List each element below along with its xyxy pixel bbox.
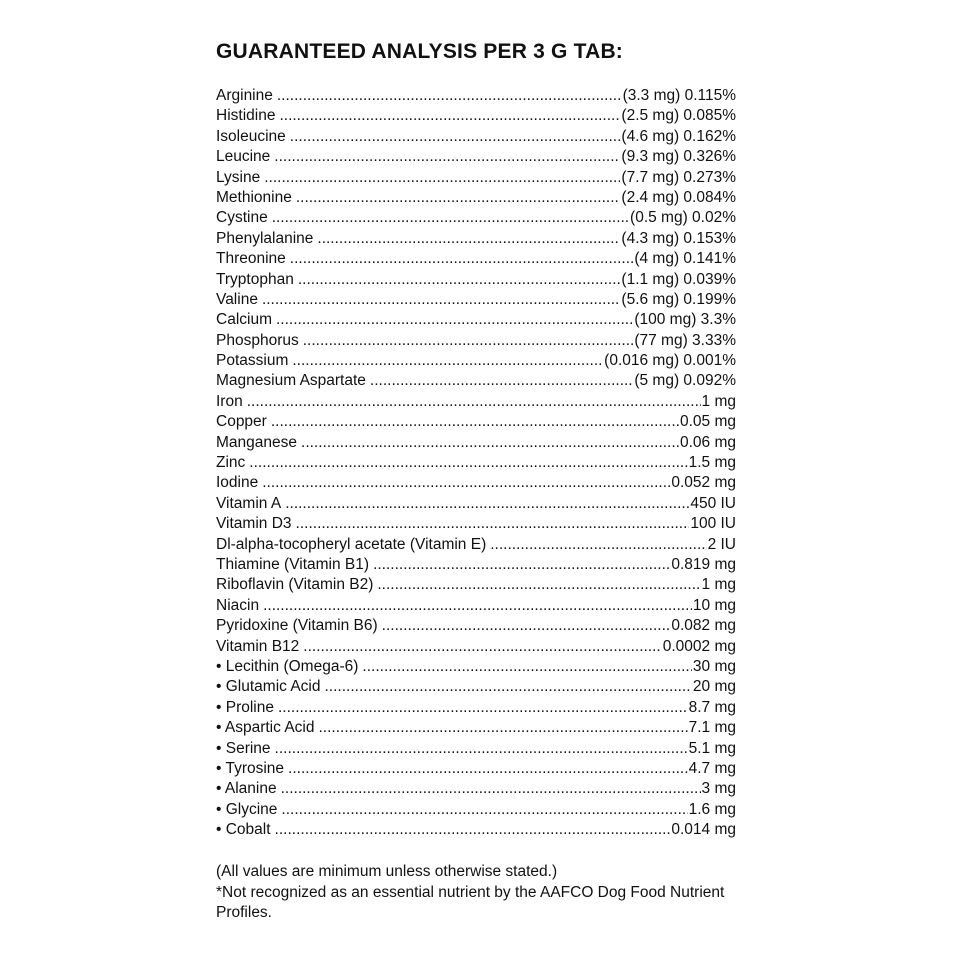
dot-leader bbox=[370, 371, 633, 391]
nutrient-name: • Serine bbox=[216, 739, 271, 757]
nutrient-value: (5 mg) 0.092% bbox=[634, 372, 736, 390]
dot-leader bbox=[296, 514, 690, 534]
nutrient-name: Arginine bbox=[216, 87, 273, 104]
nutrient-name: Zinc bbox=[216, 454, 246, 472]
nutrient-row bbox=[216, 637, 736, 657]
nutrient-row bbox=[216, 657, 736, 677]
dot-leader bbox=[290, 249, 634, 269]
dot-leader bbox=[285, 494, 689, 514]
nutrient-name: Lysine bbox=[216, 168, 261, 186]
nutrient-row bbox=[216, 351, 736, 371]
nutrient-name: Potassium bbox=[216, 352, 289, 370]
nutrient-row bbox=[216, 514, 736, 534]
nutrient-name: • Cobalt bbox=[216, 821, 271, 839]
nutrient-row bbox=[216, 820, 736, 840]
nutrient-name: Valine bbox=[216, 290, 258, 308]
nutrient-name: Leucine bbox=[216, 148, 271, 166]
nutrient-row bbox=[216, 473, 736, 493]
dot-leader bbox=[303, 637, 661, 657]
nutrient-name: Phosphorus bbox=[216, 331, 299, 349]
dot-leader bbox=[249, 453, 687, 473]
dot-leader bbox=[275, 820, 671, 840]
nutrient-row bbox=[216, 616, 736, 636]
nutrient-row bbox=[216, 555, 736, 575]
dot-leader bbox=[362, 657, 692, 677]
dot-leader bbox=[271, 412, 679, 432]
nutrient-value: 10 mg bbox=[692, 596, 736, 614]
footer-disclaimer: *Not recognized as an essential nutrient by the AAFCO Dog Food Nutrient Profiles. bbox=[216, 883, 725, 922]
nutrient-row bbox=[216, 208, 736, 228]
nutrient-name: Riboflavin (Vitamin B2) bbox=[216, 576, 374, 594]
dot-leader bbox=[292, 351, 603, 371]
nutrient-row bbox=[216, 800, 736, 820]
nutrient-value: 20 mg bbox=[692, 678, 736, 696]
nutrient-value: 7.1 mg bbox=[688, 719, 736, 737]
nutrient-row bbox=[216, 331, 736, 351]
nutrient-name: • Tyrosine bbox=[216, 759, 285, 777]
nutrient-row bbox=[216, 106, 736, 126]
nutrient-name: Phenylalanine bbox=[216, 229, 314, 247]
nutrient-value: 1 mg bbox=[701, 392, 736, 410]
nutrient-row bbox=[216, 718, 736, 738]
nutrient-name: Tryptophan bbox=[216, 270, 294, 288]
nutrient-value: (3.3 mg) 0.115% bbox=[622, 87, 736, 104]
nutrient-value: 1.5 mg bbox=[688, 454, 736, 472]
nutrient-value: 100 IU bbox=[690, 515, 736, 533]
nutrient-value: (2.5 mg) 0.085% bbox=[621, 107, 736, 125]
dot-leader bbox=[301, 433, 679, 453]
nutrient-name: Copper bbox=[216, 413, 267, 431]
dot-leader bbox=[303, 331, 634, 351]
nutrient-value: 0.06 mg bbox=[679, 433, 736, 451]
dot-leader bbox=[490, 535, 706, 555]
nutrient-row bbox=[216, 596, 736, 616]
nutrient-value: (9.3 mg) 0.326% bbox=[621, 148, 736, 166]
nutrient-value: (4.6 mg) 0.162% bbox=[621, 127, 736, 145]
nutrient-value: 0.014 mg bbox=[671, 821, 736, 839]
nutrient-row bbox=[216, 86, 736, 106]
dot-leader bbox=[264, 168, 620, 188]
nutrient-name: Vitamin A bbox=[216, 494, 282, 512]
nutrient-name: • Alanine bbox=[216, 780, 277, 798]
nutrient-value: (100 mg) 3.3% bbox=[634, 311, 736, 329]
dot-leader bbox=[276, 310, 633, 330]
nutrient-value: (0.016 mg) 0.001% bbox=[604, 352, 736, 370]
nutrient-value: 2 IU bbox=[707, 535, 736, 553]
nutrient-value: 3 mg bbox=[701, 780, 736, 798]
nutrient-row bbox=[216, 147, 736, 167]
nutrient-value: 1.6 mg bbox=[688, 800, 736, 818]
nutrient-row bbox=[216, 229, 736, 249]
dot-leader bbox=[274, 147, 620, 167]
nutrient-name: Isoleucine bbox=[216, 127, 286, 145]
dot-leader bbox=[275, 739, 688, 759]
nutrient-value: (4 mg) 0.141% bbox=[634, 250, 736, 268]
nutrient-value: (7.7 mg) 0.273% bbox=[621, 168, 736, 186]
dot-leader bbox=[281, 800, 687, 820]
nutrient-name: Magnesium Aspartate bbox=[216, 372, 366, 390]
nutrient-row bbox=[216, 739, 736, 759]
nutrient-value: 4.7 mg bbox=[688, 759, 736, 777]
dot-leader bbox=[288, 759, 688, 779]
nutrient-row bbox=[216, 371, 736, 391]
nutrient-row bbox=[216, 290, 736, 310]
nutrient-name: Pyridoxine (Vitamin B6) bbox=[216, 617, 378, 635]
dot-leader bbox=[290, 127, 621, 147]
nutrient-value: 8.7 mg bbox=[688, 698, 736, 716]
nutrient-name: • Proline bbox=[216, 698, 274, 716]
nutrient-name: Dl-alpha-tocopheryl acetate (Vitamin E) bbox=[216, 535, 487, 553]
guaranteed-analysis-panel bbox=[216, 38, 746, 924]
nutrient-name: Thiamine (Vitamin B1) bbox=[216, 555, 370, 573]
nutrient-name: Histidine bbox=[216, 107, 276, 125]
nutrient-list bbox=[216, 86, 746, 840]
nutrient-name: Iron bbox=[216, 392, 243, 410]
nutrient-value: (4.3 mg) 0.153% bbox=[621, 229, 736, 247]
nutrient-name: Niacin bbox=[216, 596, 260, 614]
footer-notes bbox=[216, 862, 756, 924]
footer-note: (All values are minimum unless otherwise stated.) bbox=[216, 863, 558, 881]
nutrient-name: Methionine bbox=[216, 188, 292, 206]
nutrient-name: Iodine bbox=[216, 474, 259, 492]
nutrient-name: • Glycine bbox=[216, 800, 278, 818]
nutrient-value: 0.0002 mg bbox=[662, 637, 736, 655]
nutrient-value: 0.052 mg bbox=[671, 474, 736, 492]
nutrient-row bbox=[216, 310, 736, 330]
nutrient-value: (0.5 mg) 0.02% bbox=[630, 209, 736, 227]
nutrient-value: 30 mg bbox=[692, 657, 736, 675]
nutrient-row bbox=[216, 779, 736, 799]
nutrient-row bbox=[216, 494, 736, 514]
dot-leader bbox=[279, 106, 620, 126]
dot-leader bbox=[262, 290, 620, 310]
nutrient-value: 5.1 mg bbox=[688, 739, 736, 757]
dot-leader bbox=[298, 270, 621, 290]
nutrient-value: (2.4 mg) 0.084% bbox=[621, 188, 736, 206]
dot-leader bbox=[382, 616, 671, 636]
nutrient-name: Vitamin B12 bbox=[216, 637, 300, 655]
nutrient-row bbox=[216, 759, 736, 779]
nutrient-name: • Aspartic Acid bbox=[216, 719, 315, 737]
dot-leader bbox=[272, 208, 629, 228]
nutrient-name: Manganese bbox=[216, 433, 298, 451]
nutrient-name: Calcium bbox=[216, 311, 272, 329]
nutrient-row bbox=[216, 412, 736, 432]
nutrient-row bbox=[216, 127, 736, 147]
nutrient-value: (5.6 mg) 0.199% bbox=[621, 290, 736, 308]
nutrient-name: Threonine bbox=[216, 250, 286, 268]
nutrient-name: Vitamin D3 bbox=[216, 515, 292, 533]
dot-leader bbox=[296, 188, 621, 208]
dot-leader bbox=[377, 575, 700, 595]
dot-leader bbox=[317, 229, 620, 249]
nutrient-row bbox=[216, 249, 736, 269]
nutrient-value: (77 mg) 3.33% bbox=[634, 331, 736, 349]
nutrient-row bbox=[216, 677, 736, 697]
nutrient-row bbox=[216, 535, 736, 555]
nutrient-name: Cystine bbox=[216, 209, 268, 227]
dot-leader bbox=[263, 596, 692, 616]
nutrient-value: 0.05 mg bbox=[679, 413, 736, 431]
dot-leader bbox=[281, 779, 701, 799]
dot-leader bbox=[262, 473, 670, 493]
dot-leader bbox=[373, 555, 670, 575]
nutrient-value: (1.1 mg) 0.039% bbox=[621, 270, 736, 288]
nutrient-row bbox=[216, 392, 736, 412]
nutrient-row bbox=[216, 453, 736, 473]
nutrient-row bbox=[216, 698, 736, 718]
dot-leader bbox=[247, 392, 701, 412]
page-title: GUARANTEED ANALYSIS PER 3 G TAB: bbox=[216, 40, 623, 63]
nutrient-name: • Lecithin (Omega-6) bbox=[216, 657, 359, 675]
dot-leader bbox=[325, 677, 692, 697]
nutrient-row bbox=[216, 433, 736, 453]
dot-leader bbox=[277, 86, 622, 106]
nutrient-row bbox=[216, 188, 736, 208]
nutrient-row bbox=[216, 575, 736, 595]
nutrient-row bbox=[216, 168, 736, 188]
nutrient-value: 0.082 mg bbox=[671, 617, 736, 635]
nutrient-value: 0.819 mg bbox=[671, 555, 736, 573]
nutrient-row bbox=[216, 270, 736, 290]
nutrient-name: • Glutamic Acid bbox=[216, 678, 321, 696]
dot-leader bbox=[318, 718, 687, 738]
nutrient-value: 450 IU bbox=[690, 494, 736, 512]
dot-leader bbox=[278, 698, 688, 718]
nutrient-value: 1 mg bbox=[701, 576, 736, 594]
